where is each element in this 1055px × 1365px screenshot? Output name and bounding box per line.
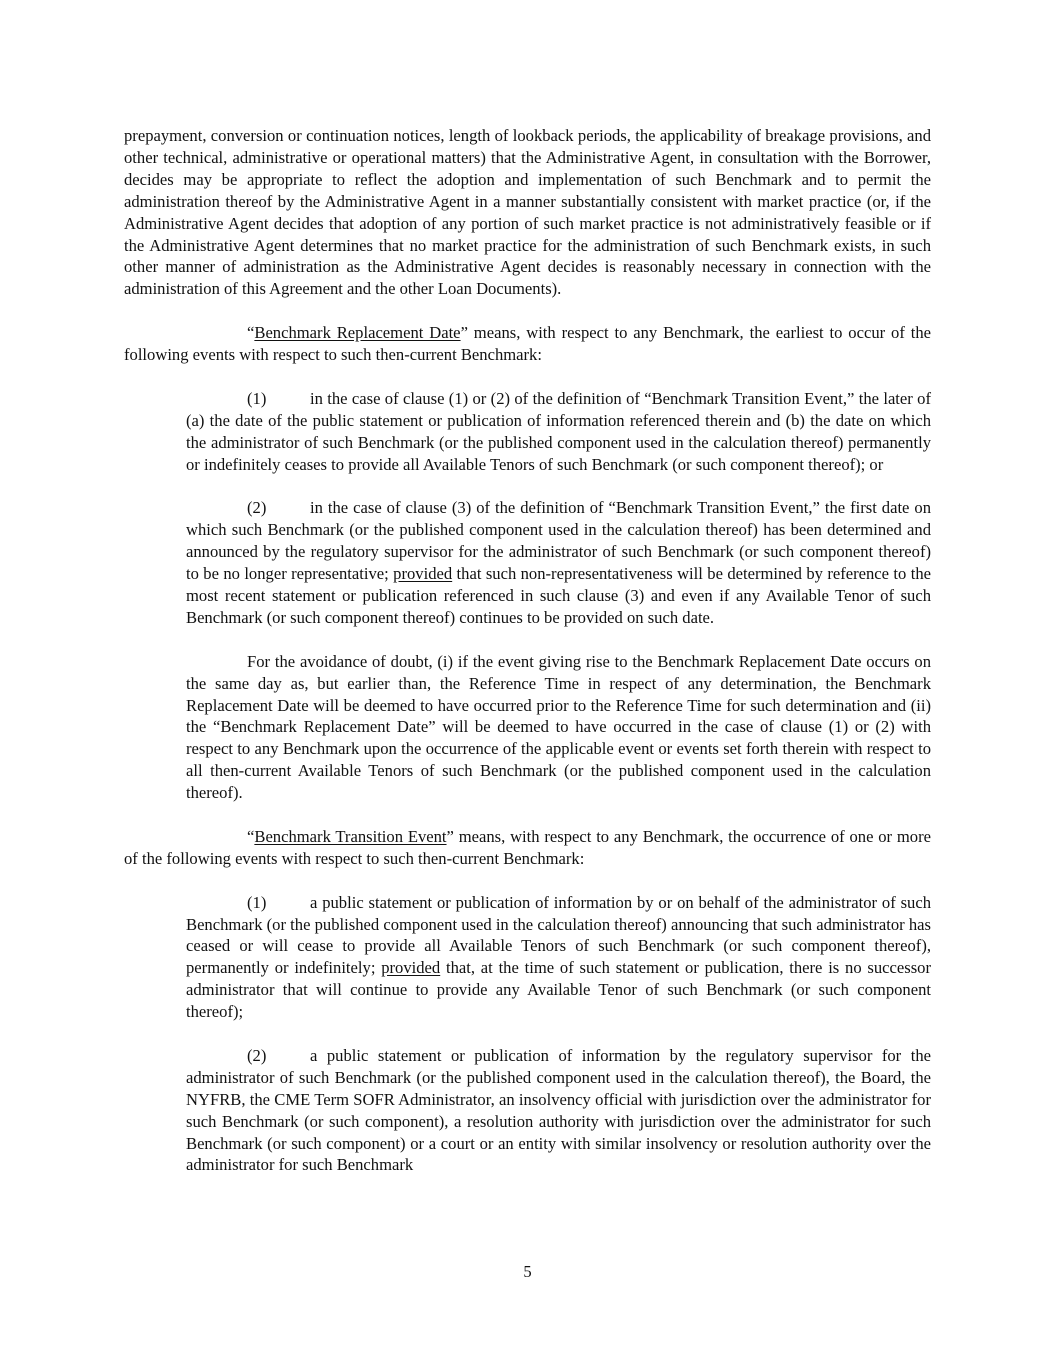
- transition-event-clause-2: [186, 1045, 931, 1176]
- clause-text: in the case of clause (3) of the definition of “Benchmark Transition Event,” the first date on which such Benchmark (or the published component used in the calculation thereof) has been determined and announced by the regulatory supervisor for the administrator of such Benchmark (or such component thereof) to be no longer representative;: [186, 498, 931, 584]
- clause-number: (1): [247, 388, 267, 408]
- definition-benchmark-transition-event: [124, 826, 931, 870]
- avoidance-of-doubt-paragraph: For the avoidance of doubt, (i) if the event giving rise to the Benchmark Replacement Date occurs on the same day as, but earlier than, the Reference Time in respect of any determination, the Benchmark Replacement Date will be deemed to have occurred prior to the Reference Time for such determination and (ii) the “Benchmark Replacement Date” will be deemed to have occurred in the case of clause (1) or (2) with respect to any Benchmark upon the occurrence of the applicable event or events set forth therein with respect to all then-current Available Tenors of such Benchmark (or the published component used in the calculation thereof).: [186, 651, 931, 803]
- definition-text: ” means, with respect to any Benchmark, the occurrence of one or more of the following events with respect to such then-current Benchmark:: [124, 826, 931, 868]
- page-number: 5: [523, 1262, 532, 1281]
- document-page: [124, 125, 931, 1176]
- clause-text: a public statement or publication of information by or on behalf of the administrator of such Benchmark (or the published component used in the calculation thereof) announcing that such administrator has ceased or will cease to provide all Available Tenors of such Benchmark (or such component thereof), permanently or indefinitely;: [186, 892, 931, 978]
- clause-number: (2): [247, 1045, 267, 1065]
- clause-text-continued: that such non-representativeness will be determined by reference to the most recent statement or publication referenced in such clause (3) and even if any Available Tenor of such Benchmark (or such component thereof) continues to be provided on such date.: [186, 564, 931, 627]
- defined-term: Benchmark Transition Event: [254, 826, 447, 846]
- clause-number: (2): [247, 498, 267, 518]
- continuation-paragraph: prepayment, conversion or continuation notices, length of lookback periods, the applicability of breakage provisions, and other technical, administrative or operational matters) that the Administrative Agent, in consultation with the Borrower, decides may be appropriate to reflect the adoption and implementation of such Benchmark and to permit the administration thereof by the Administrative Agent in a manner substantially consistent with market practice (or, if the Administrative Agent decides that adoption of any portion of such market practice is not administratively feasible or if the Administrative Agent determines that no market practice for the administration of such Benchmark exists, in such other manner of administration as the Administrative Agent decides is reasonably necessary in connection with the administration of this Agreement and the other Loan Documents).: [124, 126, 931, 299]
- open-quote: “: [247, 826, 255, 846]
- definition-text: ” means, with respect to any Benchmark, the earliest to occur of the following events with respect to such then-current Benchmark:: [124, 323, 931, 365]
- provided-term: provided: [381, 958, 441, 978]
- replacement-date-clause-2: [186, 497, 931, 628]
- transition-event-clause-1: [186, 892, 931, 1023]
- clause-number: (1): [247, 892, 267, 912]
- open-quote: “: [247, 323, 255, 343]
- clause-text: in the case of clause (1) or (2) of the definition of “Benchmark Transition Event,” the later of (a) the date of the public statement or publication of information referenced therein and (b) the date on which the administrator of such Benchmark (or the published component used in the calculation thereof) permanently or indefinitely ceases to provide all Available Tenors of such Benchmark (or such component thereof); or: [186, 388, 931, 474]
- definition-benchmark-replacement-date: [124, 322, 931, 366]
- clause-text: a public statement or publication of information by the regulatory supervisor for the administrator of such Benchmark (or the published component used in the calculation thereof), the Board, the NYFRB, the CME Term SOFR Administrator, an insolvency official with jurisdiction over the administrator for such Benchmark (or such component), a resolution authority with jurisdiction over the administrator for such Benchmark (or such component) or a court or an entity with similar insolvency or resolution authority over the administrator for such Benchmark: [186, 1045, 931, 1175]
- defined-term: Benchmark Replacement Date: [254, 323, 461, 343]
- replacement-date-clause-1: [186, 388, 931, 476]
- clause-text-continued: that, at the time of such statement or publication, there is no successor administrator that will continue to provide any Available Tenor of such Benchmark (or such component thereof);: [186, 958, 932, 1022]
- provided-term: provided: [393, 564, 453, 584]
